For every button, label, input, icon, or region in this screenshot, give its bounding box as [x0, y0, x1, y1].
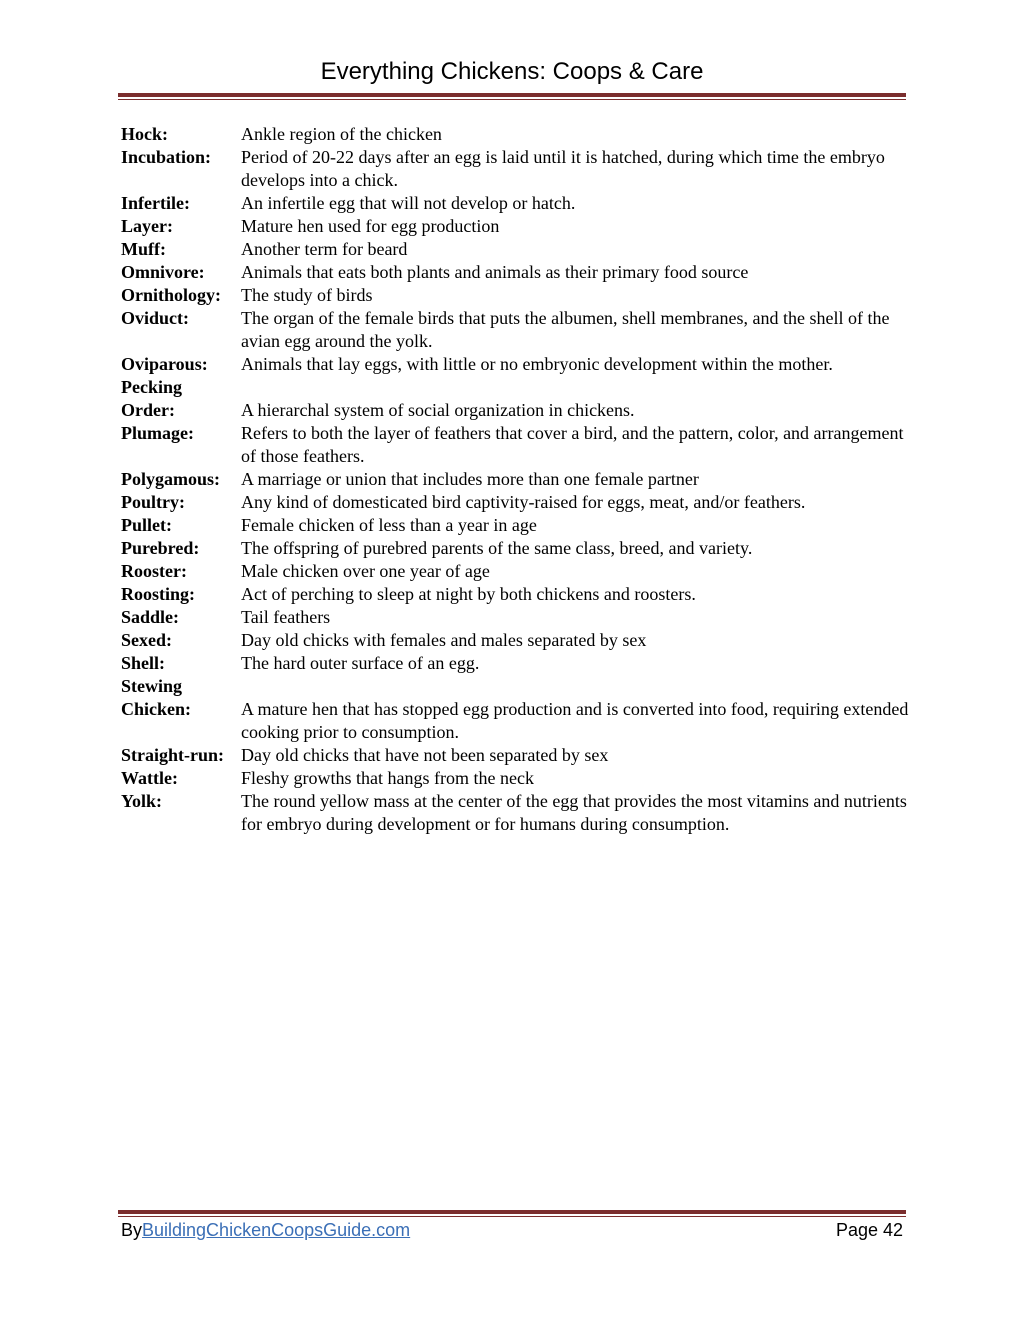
page-number: Page 42 — [835, 1220, 903, 1240]
glossary-term: Poultry: — [121, 492, 185, 512]
glossary-definition — [241, 376, 911, 399]
glossary-term: Straight-run: — [121, 745, 224, 765]
glossary-entry — [121, 146, 911, 192]
glossary-entry — [121, 284, 911, 307]
glossary-term: Wattle: — [121, 768, 178, 788]
glossary-definition: Tail feathers — [241, 607, 331, 627]
glossary-entry — [121, 698, 911, 744]
footer-by: By — [121, 1220, 143, 1240]
glossary-term: Omnivore: — [121, 262, 205, 282]
glossary-term: Shell: — [121, 653, 166, 673]
glossary-entry — [121, 491, 911, 514]
glossary-entry — [121, 307, 911, 353]
glossary-term: Rooster: — [121, 561, 187, 581]
page-footer — [121, 1220, 903, 1241]
glossary-term: Oviduct: — [121, 308, 190, 328]
glossary-list — [121, 123, 911, 836]
glossary-entry — [121, 399, 911, 422]
glossary-definition: Female chicken of less than a year in age — [241, 515, 537, 535]
glossary-entry — [121, 744, 911, 767]
glossary-entry — [121, 238, 911, 261]
glossary-term: Muff: — [121, 239, 166, 259]
glossary-entry — [121, 560, 911, 583]
glossary-definition: Day old chicks that have not been separated by sex — [241, 745, 609, 765]
glossary-term: Roosting: — [121, 584, 196, 604]
glossary-entry — [121, 629, 911, 652]
glossary-definition: Ankle region of the chicken — [241, 124, 442, 144]
glossary-entry — [121, 261, 911, 284]
glossary-definition: Animals that lay eggs, with little or no embryonic development within the mother. — [241, 354, 833, 374]
glossary-definition: Male chicken over one year of age — [241, 561, 490, 581]
header-rule — [118, 93, 906, 97]
glossary-entry — [121, 767, 911, 790]
glossary-definition: Period of 20-22 days after an egg is laid until it is hatched, during which time the embryo develops into a chick. — [241, 147, 885, 190]
glossary-definition: The hard outer surface of an egg. — [241, 653, 480, 673]
glossary-entry — [121, 353, 911, 376]
glossary-term: Saddle: — [121, 607, 180, 627]
glossary-definition: Fleshy growths that hangs from the neck — [241, 768, 534, 788]
glossary-entry — [121, 376, 911, 399]
glossary-definition — [241, 675, 911, 698]
glossary-term: Oviparous: — [121, 354, 208, 374]
glossary-entry — [121, 583, 911, 606]
glossary-entry — [121, 606, 911, 629]
glossary-definition: A marriage or union that includes more than one female partner — [241, 469, 699, 489]
glossary-term: Pullet: — [121, 515, 172, 535]
glossary-term: Yolk: — [121, 791, 163, 811]
glossary-entry — [121, 468, 911, 491]
footer-site-link[interactable]: BuildingChickenCoopsGuide.com — [142, 1220, 411, 1240]
glossary-entry — [121, 652, 911, 675]
glossary-definition: The study of birds — [241, 285, 373, 305]
glossary-entry — [121, 192, 911, 215]
glossary-term: Layer: — [121, 216, 173, 236]
glossary-term: Plumage: — [121, 423, 194, 443]
glossary-definition: The offspring of purebred parents of the same class, breed, and variety. — [241, 538, 753, 558]
glossary-term: Ornithology: — [121, 285, 222, 305]
glossary-definition: Animals that eats both plants and animals as their primary food source — [241, 262, 749, 282]
glossary-definition: A mature hen that has stopped egg production and is converted into food, requiring extended cooking prior to consumption. — [241, 699, 909, 742]
glossary-entry — [121, 422, 911, 468]
glossary-entry — [121, 790, 911, 836]
glossary-entry — [121, 675, 911, 698]
glossary-definition: Another term for beard — [241, 239, 408, 259]
footer-credit — [121, 1220, 410, 1241]
glossary-term: Pecking — [121, 377, 182, 397]
glossary-term: Purebred: — [121, 538, 200, 558]
glossary-definition: Any kind of domesticated bird captivity-raised for eggs, meat, and/or feathers. — [241, 492, 806, 512]
glossary-term: Sexed: — [121, 630, 172, 650]
glossary-term: Chicken: — [121, 699, 192, 719]
glossary-term: Hock: — [121, 124, 168, 144]
glossary-entry — [121, 537, 911, 560]
glossary-term: Infertile: — [121, 193, 190, 213]
glossary-entry — [121, 514, 911, 537]
glossary-definition: Day old chicks with females and males separated by sex — [241, 630, 647, 650]
glossary-definition: The organ of the female birds that puts the albumen, shell membranes, and the shell of the avian egg around the yolk. — [241, 308, 890, 351]
glossary-entry — [121, 123, 911, 146]
glossary-definition: Act of perching to sleep at night by both chickens and roosters. — [241, 584, 696, 604]
glossary-definition: A hierarchal system of social organization in chickens. — [241, 400, 635, 420]
glossary-term: Stewing — [121, 676, 183, 696]
footer-rule-thin — [118, 1216, 906, 1217]
glossary-term: Order: — [121, 400, 175, 420]
glossary-term: Incubation: — [121, 147, 212, 167]
glossary-definition: The round yellow mass at the center of the egg that provides the most vitamins and nutrients for embryo during development or for humans during consumption. — [241, 791, 907, 834]
glossary-definition: Refers to both the layer of feathers that cover a bird, and the pattern, color, and arrangement of those feathers. — [241, 423, 904, 466]
page-header-title: Everything Chickens: Coops & Care — [320, 58, 704, 85]
header-rule-thin — [118, 99, 906, 100]
glossary-entry — [121, 215, 911, 238]
glossary-term: Polygamous: — [121, 469, 220, 489]
glossary-definition: Mature hen used for egg production — [241, 216, 500, 236]
glossary-definition: An infertile egg that will not develop or hatch. — [241, 193, 576, 213]
footer-rule — [118, 1210, 906, 1214]
